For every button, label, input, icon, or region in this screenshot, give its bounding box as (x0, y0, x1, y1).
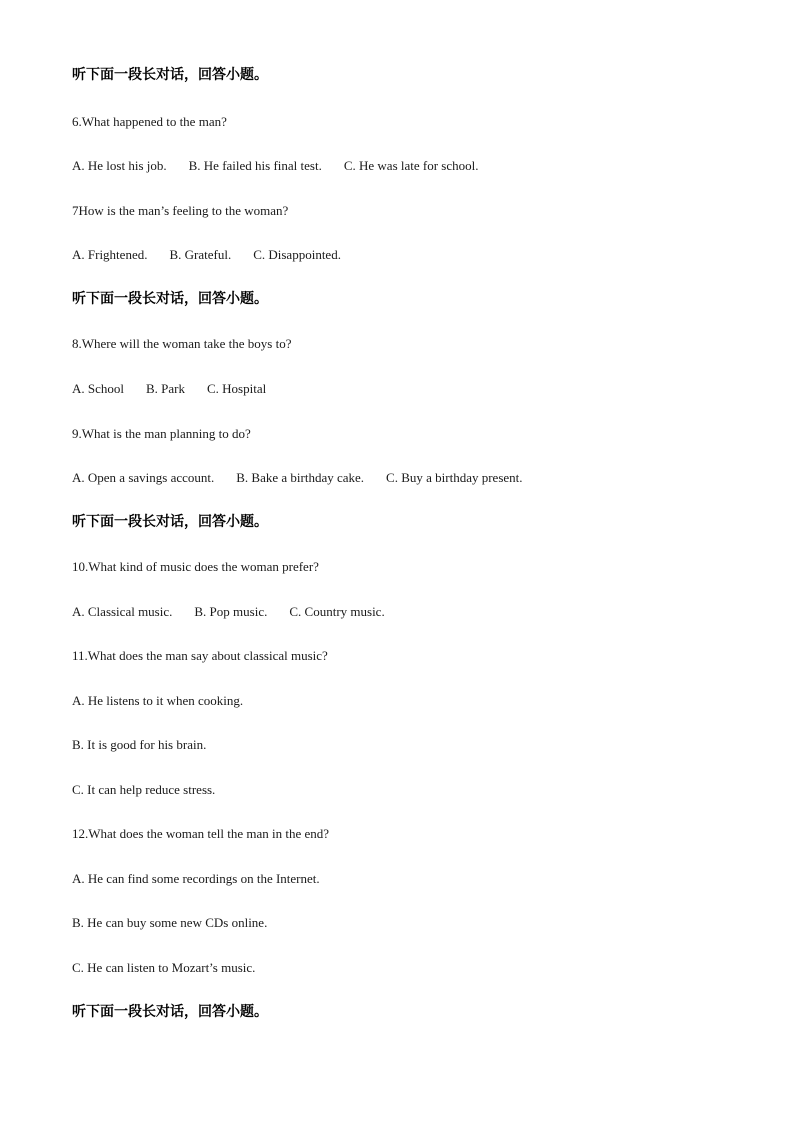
question-stem-6: 6.What happened to the man? (72, 114, 227, 129)
option-b: B. He failed his final test. (188, 158, 322, 173)
option-a: A. He lost his job. (72, 158, 167, 173)
question-options-7 (72, 246, 341, 264)
option-b: B. Park (146, 381, 185, 396)
option-a: A. Frightened. (72, 247, 148, 262)
question-options-8 (72, 380, 266, 398)
question-options-9 (72, 469, 523, 487)
option-b: B. He can buy some new CDs online. (72, 915, 268, 930)
option-a: A. Open a savings account. (72, 470, 215, 485)
option-c: C. Disappointed. (253, 247, 341, 262)
option-b: B. Grateful. (169, 247, 232, 262)
option-c: C. Hospital (207, 381, 267, 396)
section-heading: 听下面一段长对话，回答小题。 (72, 291, 268, 307)
section-heading: 听下面一段长对话，回答小题。 (72, 1004, 268, 1020)
option-a: A. He can find some recordings on the Internet. (72, 871, 320, 886)
question-options-6 (72, 157, 479, 175)
question-stem-7: 7How is the man’s feeling to the woman? (72, 203, 289, 218)
option-a: A. He listens to it when cooking. (72, 693, 244, 708)
question-stem-12: 12.What does the woman tell the man in the end? (72, 826, 330, 841)
option-b: B. Bake a birthday cake. (236, 470, 365, 485)
option-b: B. It is good for his brain. (72, 737, 207, 752)
question-stem-10: 10.What kind of music does the woman prefer? (72, 559, 319, 574)
option-c: C. Buy a birthday present. (386, 470, 523, 485)
section-heading: 听下面一段长对话，回答小题。 (72, 514, 268, 530)
option-c: C. He was late for school. (343, 158, 479, 173)
option-c: C. Country music. (289, 604, 385, 619)
option-c: C. It can help reduce stress. (72, 782, 216, 797)
question-stem-8: 8.Where will the woman take the boys to? (72, 336, 292, 351)
option-a: A. Classical music. (72, 604, 173, 619)
question-stem-9: 9.What is the man planning to do? (72, 426, 251, 441)
section-heading: 听下面一段长对话，回答小题。 (72, 67, 268, 83)
option-c: C. He can listen to Mozart’s music. (72, 960, 256, 975)
option-b: B. Pop music. (194, 604, 268, 619)
question-stem-11: 11.What does the man say about classical music? (72, 648, 328, 663)
option-a: A. School (72, 381, 124, 396)
question-options-10 (72, 603, 385, 621)
